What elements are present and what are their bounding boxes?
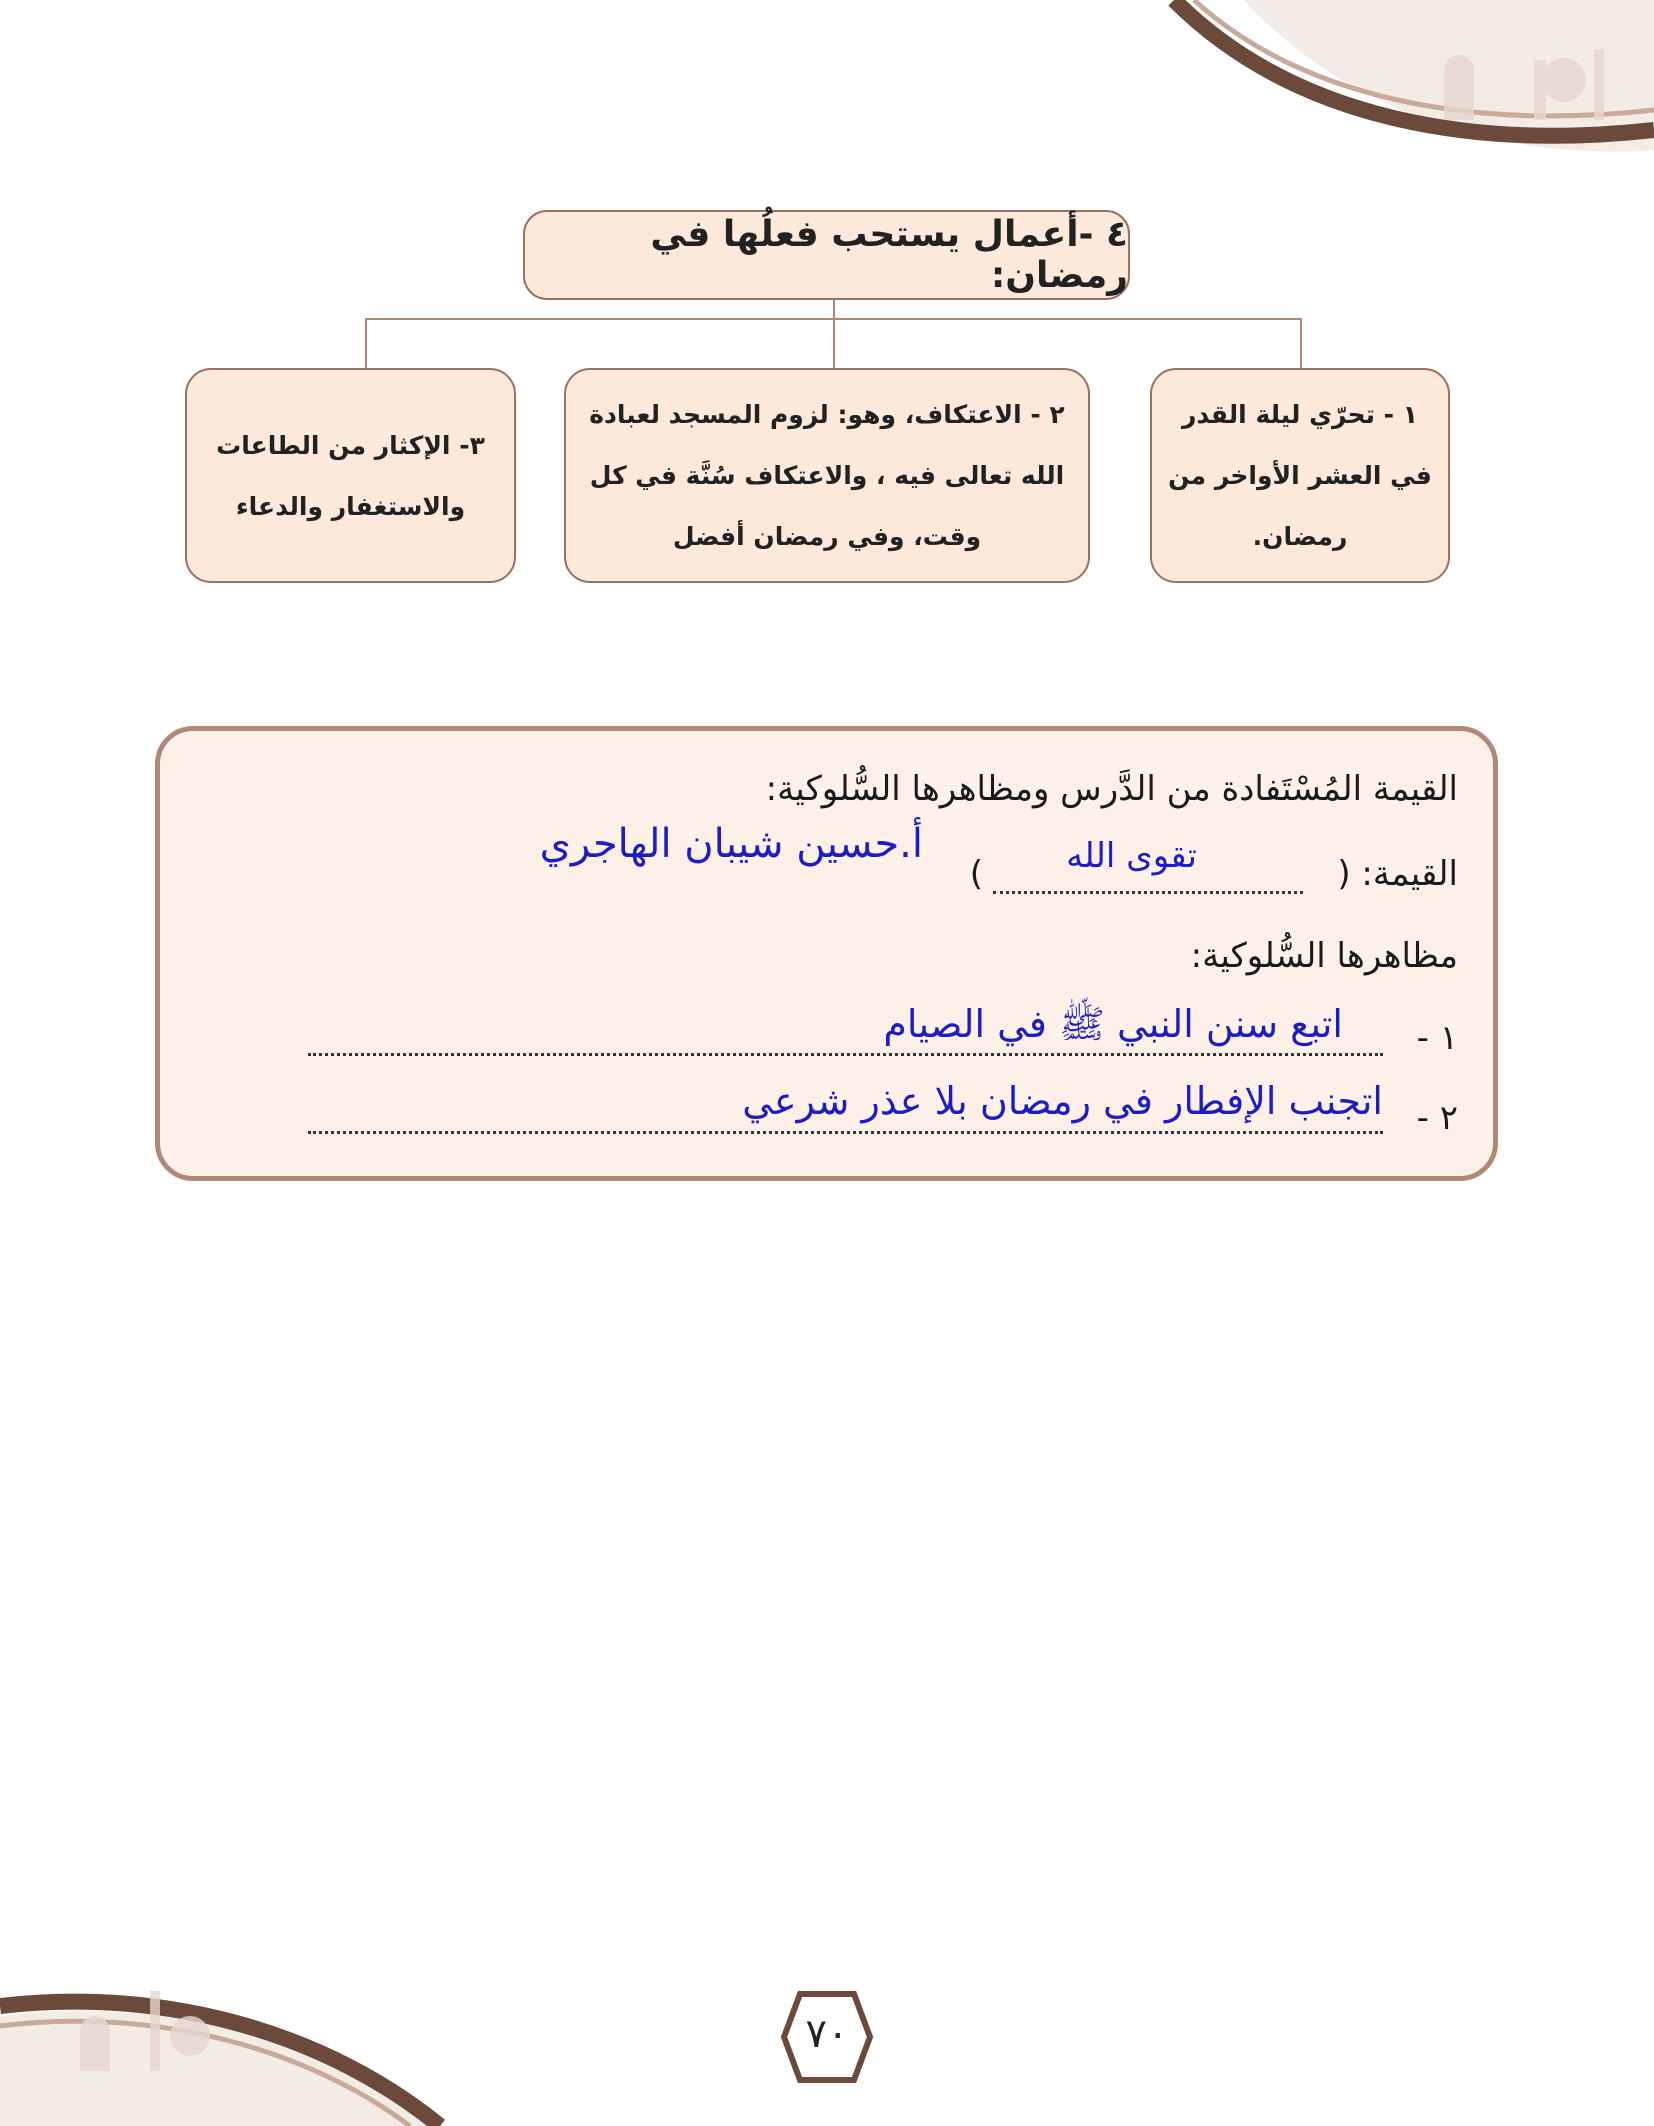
connector-middle [833,318,835,368]
value-label: القيمة: ( [1337,854,1458,894]
bottom-corner-ornament [0,1976,460,2126]
behavior-answer-line-2 [308,1131,1383,1134]
value-heading: القيمة المُسْتَفادة من الدَّرس ومظاهرها السُّلوكية: [765,769,1458,809]
value-answer-line [993,891,1303,894]
value-answer-handwritten: تقوى الله [1066,836,1197,876]
value-close-paren: ) [969,854,983,894]
concept-box-itikaf [564,368,1090,583]
concept-box-laylat-al-qadr [1150,368,1450,583]
concept-map-title: ٤ -أعمال يستحب فعلُها في رمضان: [523,210,1130,300]
concept-box-worship [185,368,516,583]
behavior-answer-handwritten-2: اتجنب الإفطار في رمضان بلا عذر شرعي [742,1079,1383,1123]
page-number: ٧٠ [805,2011,849,2057]
lesson-value-panel [155,726,1498,1181]
connector-left [365,318,367,368]
top-corner-ornament [1094,0,1654,170]
concept-box-text: ١ - تحرّي ليلة القدر في العشر الأواخر من رمضان. [1168,400,1432,551]
concept-box-text: ٣- الإكثار من الطاعات والاستغفار والدعاء [216,430,485,521]
connector-right [1300,318,1302,368]
behavior-number-1: ١ - [1416,1018,1458,1058]
behavior-number-2: ٢ - [1416,1098,1458,1138]
concept-box-text: ٢ - الاعتكاف، وهو: لزوم المسجد لعبادة الله تعالى فيه ، والاعتكاف سُنَّة في كل وقت، وفي رمضان أفضل [589,400,1065,551]
behavior-answer-handwritten-1: اتبع سنن النبي ﷺ في الصيام [883,1002,1343,1046]
behaviors-label: مظاهرها السُّلوكية: [1190,936,1458,976]
connector-vertical-top [833,300,835,320]
author-note-handwritten: أ.حسين شيبان الهاجري [539,821,923,867]
